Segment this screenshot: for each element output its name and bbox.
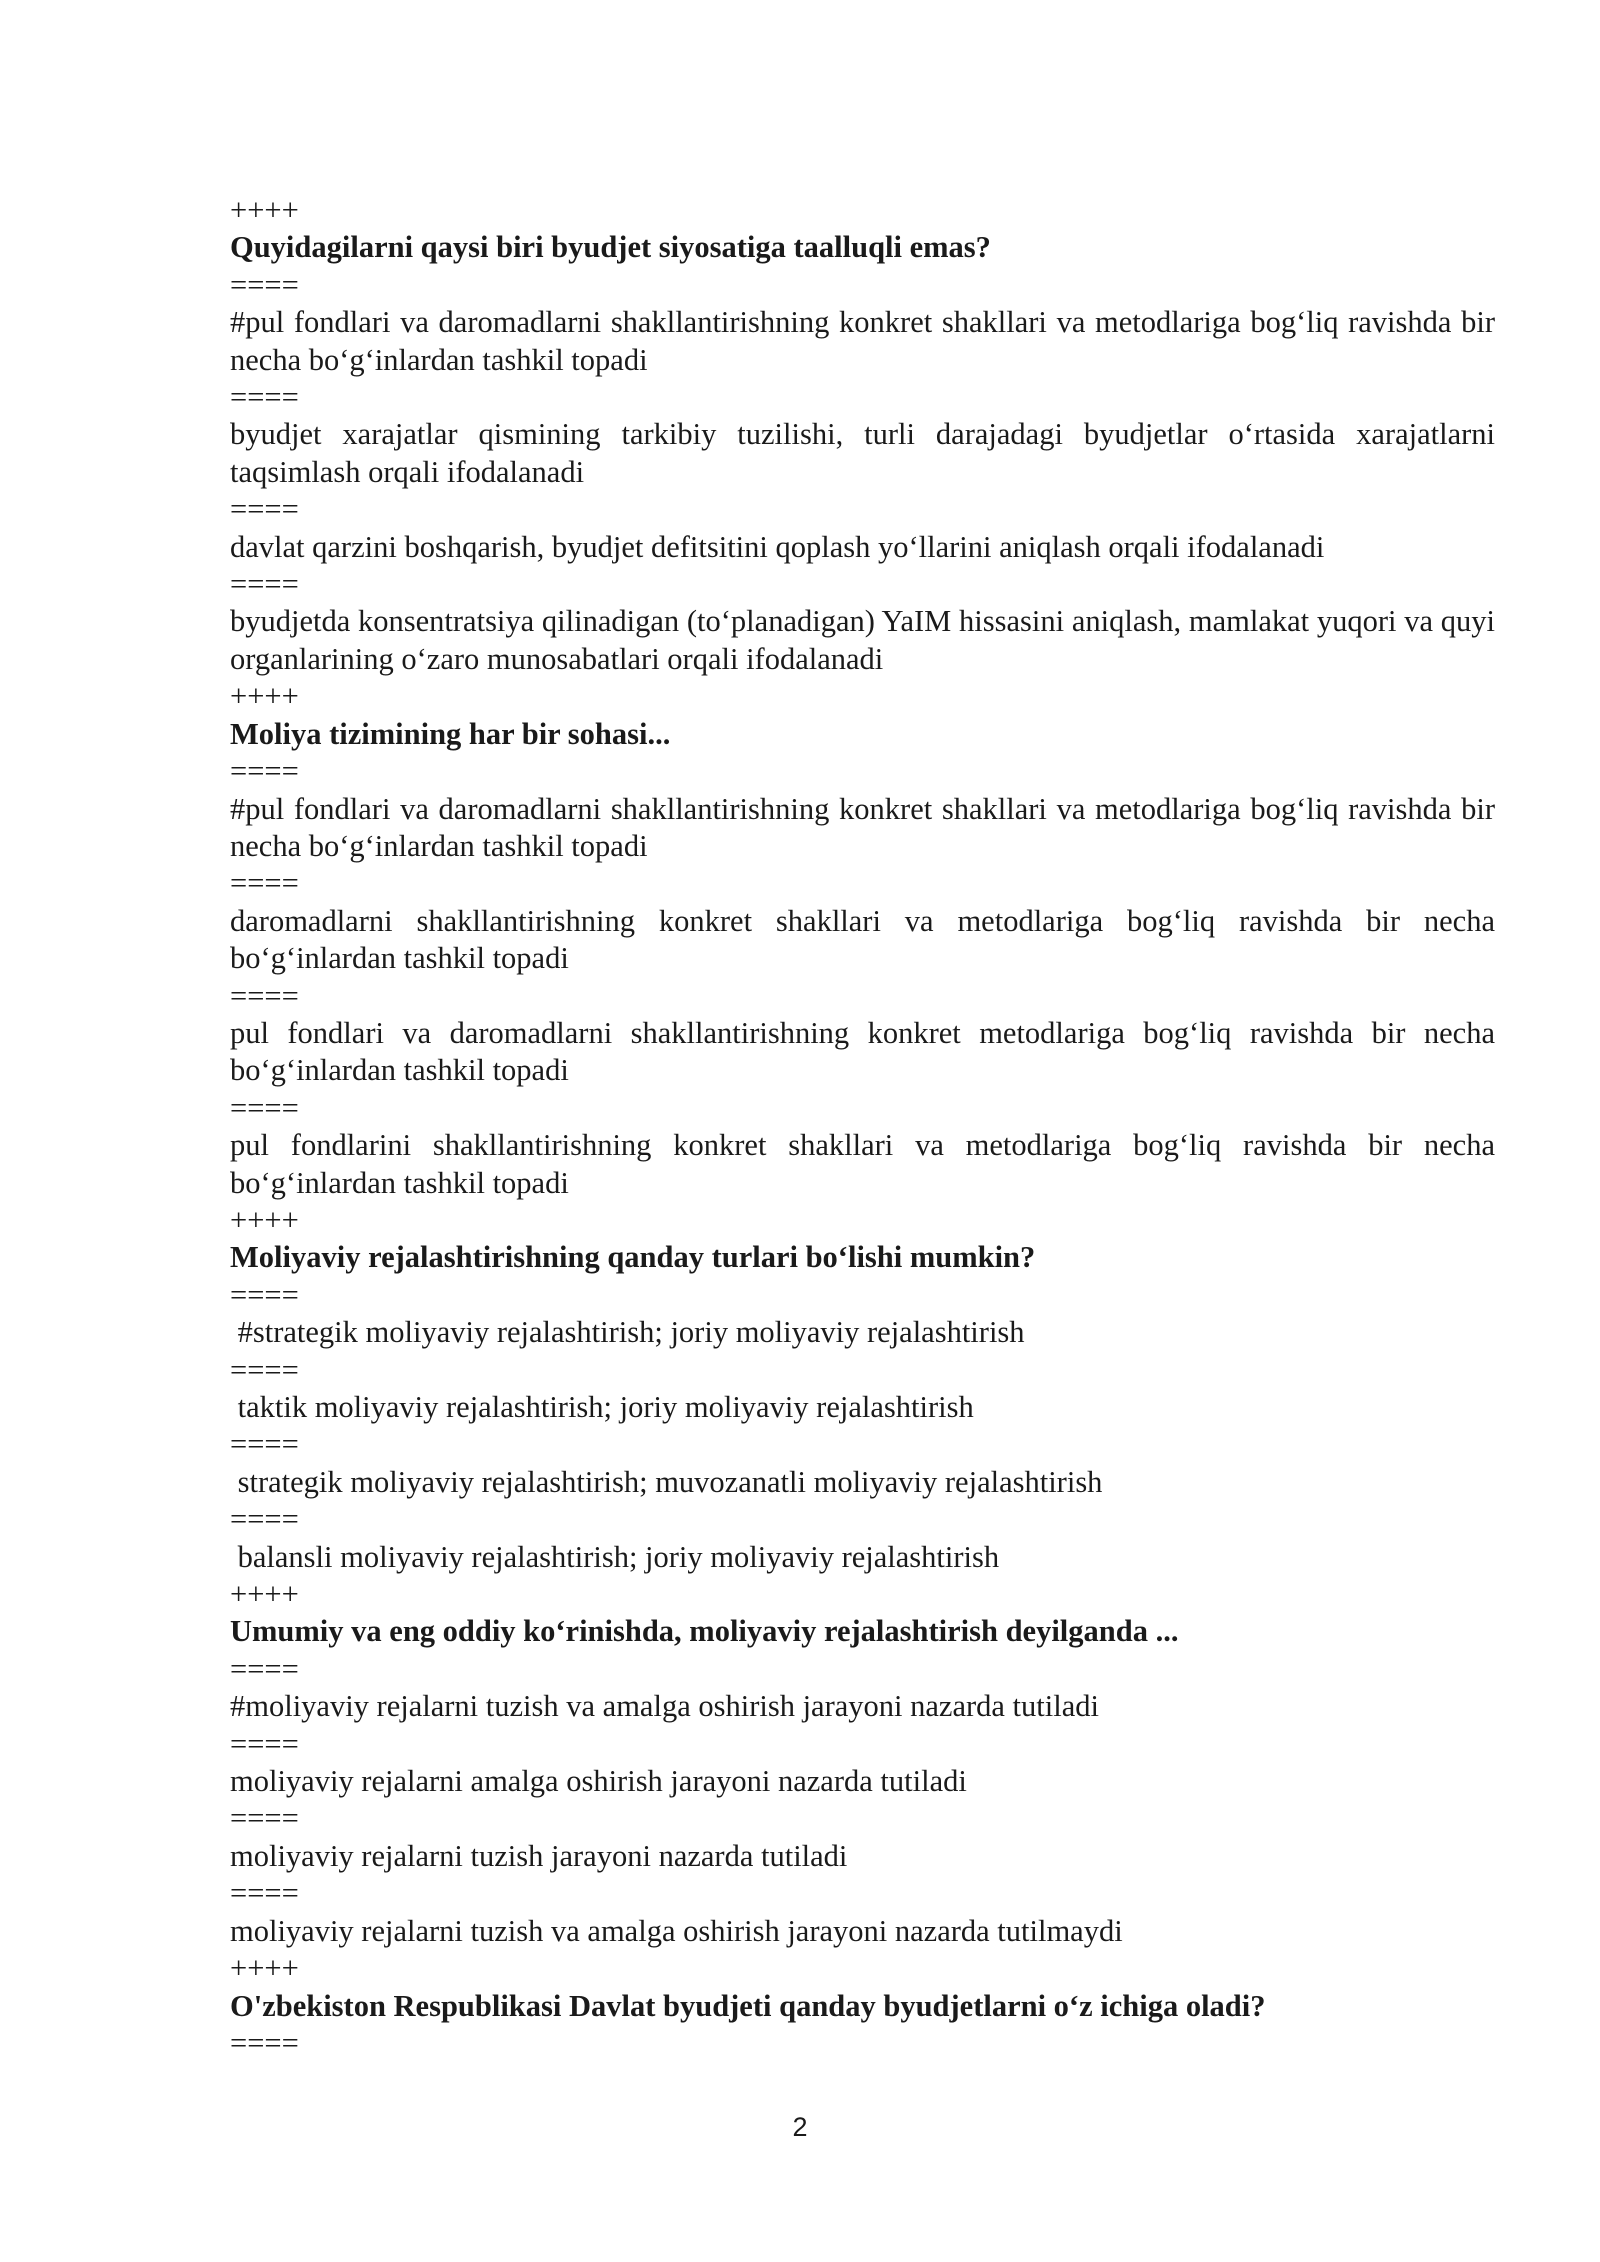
option-separator: ====: [230, 866, 299, 901]
answer-option: balansli moliyaviy rejalashtirish; joriy moliyaviy rejalashtirish: [230, 1539, 1000, 1574]
block-start-marker: ++++: [230, 1951, 299, 1986]
answer-option: pul fondlari va daromadlarni shakllantirishning konkret metodlariga bog‘liq ravishda bir necha bo‘g‘inlardan tashkil topadi: [230, 1015, 1503, 1088]
question-block: [230, 1576, 1495, 1950]
answer-option: moliyaviy rejalarni tuzish va amalga oshirish jarayoni nazarda tutilmaydi: [230, 1913, 1123, 1948]
block-start-marker: ++++: [230, 193, 299, 227]
question-block: [230, 678, 1503, 1202]
document-page: [230, 192, 1503, 2062]
option-separator: ====: [230, 492, 299, 527]
question-block: [230, 1202, 1495, 1576]
answer-option: daromadlarni shakllantirishning konkret shakllari va metodlariga bog‘liq ravishda bir necha bo‘g‘inlardan tashkil topadi: [230, 903, 1503, 976]
option-separator: ====: [230, 1352, 299, 1387]
answer-option: #moliyaviy rejalarni tuzish va amalga oshirish jarayoni nazarda tutiladi: [230, 1689, 1099, 1724]
answer-option: strategik moliyaviy rejalashtirish; muvozanatli moliyaviy rejalashtirish: [230, 1464, 1103, 1499]
option-separator: ====: [230, 754, 299, 789]
option-separator: ====: [230, 2025, 299, 2060]
block-start-marker: ++++: [230, 1577, 299, 1612]
question-text: Moliya tizimining har bir sohasi...: [230, 716, 671, 751]
answer-option: moliyaviy rejalarni tuzish jarayoni nazarda tutiladi: [230, 1838, 848, 1873]
block-start-marker: ++++: [230, 679, 299, 714]
question-text: Umumiy va eng oddiy ko‘rinishda, moliyaviy rejalashtirish deyilganda ...: [230, 1614, 1179, 1649]
answer-option: byudjetda konsentratsiya qilinadigan (to‘planadigan) YaIM hissasini aniqlash, mamlakat yuqori va quyi organlarining o‘zaro munosabatlari orqali ifodalanadi: [230, 604, 1503, 676]
question-block: [230, 192, 1503, 678]
option-separator: ====: [230, 978, 299, 1013]
page-number: 2: [792, 2112, 808, 2142]
question-block: [230, 1950, 1495, 2062]
answer-option: #pul fondlari va daromadlarni shakllantirishning konkret shakllari va metodlariga bog‘liq ravishda bir necha bo‘g‘inlardan tashkil topadi: [230, 305, 1503, 377]
option-separator: ====: [230, 1801, 299, 1836]
block-start-marker: ++++: [230, 1202, 299, 1237]
question-text: Moliyaviy rejalashtirishning qanday turlari bo‘lishi mumkin?: [230, 1240, 1036, 1275]
option-separator: ====: [230, 1427, 299, 1462]
answer-option: taktik moliyaviy rejalashtirish; joriy moliyaviy rejalashtirish: [230, 1390, 974, 1424]
option-separator: ====: [230, 1277, 299, 1312]
question-text: Quyidagilarni qaysi biri byudjet siyosatiga taalluqli emas?: [230, 230, 991, 265]
answer-option: davlat qarzini boshqarish, byudjet defitsitini qoplash yo‘llarini aniqlash orqali ifodalanadi: [230, 529, 1325, 564]
answer-option: #pul fondlari va daromadlarni shakllantirishning konkret shakllari va metodlariga bog‘liq ravishda bir necha bo‘g‘inlardan tashkil topadi: [230, 791, 1503, 863]
answer-option: byudjet xarajatlar qismining tarkibiy tuzilishi, turli darajadagi byudjetlar o‘rtasida xarajatlarni taqsimlash orqali ifodalanadi: [230, 417, 1503, 489]
answer-option: #strategik moliyaviy rejalashtirish; joriy moliyaviy rejalashtirish: [230, 1315, 1025, 1350]
option-separator: ====: [230, 1502, 299, 1537]
question-text: O'zbekiston Respublikasi Davlat byudjeti qanday byudjetlarni o‘z ichiga oladi?: [230, 1988, 1266, 2023]
option-separator: ====: [230, 267, 299, 302]
answer-option: moliyaviy rejalarni amalga oshirish jarayoni nazarda tutiladi: [230, 1764, 967, 1799]
answer-option: pul fondlarini shakllantirishning konkret shakllari va metodlariga bog‘liq ravishda bir necha bo‘g‘inlardan tashkil topadi: [230, 1128, 1503, 1200]
option-separator: ====: [230, 380, 299, 415]
option-separator: ====: [230, 567, 299, 602]
option-separator: ====: [230, 1876, 299, 1911]
option-separator: ====: [230, 1090, 299, 1125]
option-separator: ====: [230, 1726, 299, 1761]
option-separator: ====: [230, 1651, 299, 1686]
